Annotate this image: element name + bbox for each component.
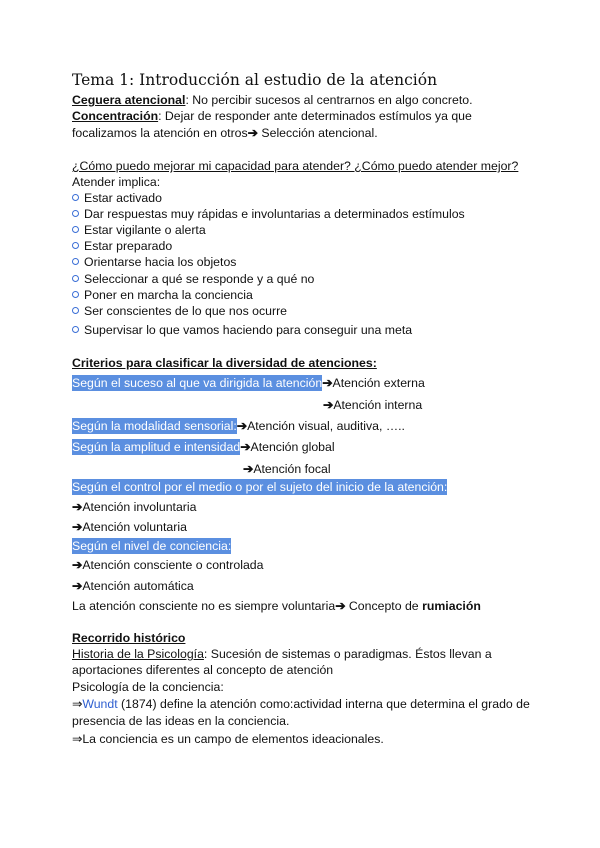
list-item-text: Supervisar lo que vamos haciendo para conseguir una meta: [84, 323, 413, 337]
note-text: La atención consciente no es siempre voluntaria: [72, 599, 336, 613]
historia-term: Historia de la Psicología: [72, 647, 204, 661]
list-item-text: Dar respuestas muy rápidas e involuntarias a determinados estímulos: [84, 207, 465, 221]
arrow-icon: ➔: [247, 126, 258, 140]
page-title: Tema 1: Introducción al estudio de la atención: [72, 71, 438, 89]
conciencia-text: La conciencia es un campo de elementos ideacionales.: [82, 732, 384, 746]
highlight-modalidad: Según la modalidad sensorial:: [72, 419, 237, 433]
highlight-suceso: Según el suceso al que va dirigida la atención: [72, 376, 323, 390]
bullet-icon: [72, 242, 79, 249]
wundt-line: [72, 697, 530, 712]
criterio-modalidad: [72, 419, 405, 434]
list-item-text: Poner en marcha la conciencia: [84, 288, 253, 302]
bullet-icon: [72, 194, 79, 201]
ceguera-term: Ceguera atencional: [72, 93, 186, 107]
wundt-text: (1874) define la atención como:actividad interna que determina el grado de: [117, 697, 530, 711]
wundt-link[interactable]: Wundt: [82, 697, 118, 711]
atencion-involuntaria: Atención involuntaria: [82, 500, 197, 514]
double-arrow-icon: ⇒: [72, 697, 83, 711]
list-item-text: Estar preparado: [84, 239, 173, 253]
atencion-automatica: Atención automática: [82, 579, 194, 593]
bullet-icon: [72, 258, 79, 265]
rumiacion-term: rumiación: [422, 599, 481, 613]
atencion-interna: Atención interna: [333, 398, 423, 412]
list-item-text: Estar vigilante o alerta: [84, 223, 206, 237]
bullet-icon: [72, 307, 79, 314]
question-line: ¿Cómo puedo mejorar mi capacidad para atender? ¿Cómo puedo atender mejor?: [72, 159, 519, 173]
list-item: [72, 323, 412, 338]
atencion-focal: Atención focal: [253, 462, 331, 476]
wundt-line-2: presencia de las ideas en la conciencia.: [72, 714, 290, 728]
highlight-nivel: Según el nivel de conciencia:: [72, 539, 232, 553]
arrow-icon: ➔: [72, 500, 83, 514]
highlight-control: Según el control por el medio o por el sujeto del inicio de la atención:: [72, 480, 448, 494]
list-item: [72, 288, 253, 303]
bullet-icon: [72, 326, 79, 333]
criterio-nivel: [72, 539, 231, 554]
arrow-icon: ➔: [243, 462, 254, 476]
psicologia-line: Psicología de la conciencia:: [72, 680, 224, 694]
concentracion-text-2: focalizamos la atención en otros: [72, 126, 248, 140]
list-item: [72, 207, 465, 222]
concentracion-line: [72, 109, 472, 124]
list-item: [72, 191, 162, 206]
atencion-consciente: Atención consciente o controlada: [82, 558, 264, 572]
seleccion-atencional: Selección atencional.: [257, 126, 378, 140]
criterio-suceso: [72, 376, 425, 391]
control-b: [72, 520, 187, 535]
control-a: [72, 500, 196, 515]
list-item: [72, 239, 172, 254]
bullet-icon: [72, 226, 79, 233]
atencion-voluntaria: Atención voluntaria: [82, 520, 187, 534]
concentracion-term: Concentración: [72, 109, 159, 123]
criterios-heading: Criterios para clasificar la diversidad de atenciones:: [72, 356, 377, 370]
arrow-icon: ➔: [322, 376, 333, 390]
arrow-icon: ➔: [335, 599, 346, 613]
list-item: [72, 255, 236, 270]
list-item-text: Estar activado: [84, 191, 162, 205]
bullet-icon: [72, 210, 79, 217]
conciencia-line: [72, 732, 384, 747]
list-item-text: Orientarse hacia los objetos: [84, 255, 237, 269]
note-mid: Concepto de: [345, 599, 423, 613]
arrow-icon: ➔: [236, 419, 248, 433]
arrow-icon: ➔: [72, 579, 83, 593]
concentracion-text: : Dejar de responder ante determinados estímulos ya que: [158, 109, 472, 123]
atencion-externa: Atención externa: [332, 376, 425, 390]
criterio-amplitud-b: [243, 462, 331, 477]
arrow-icon: ➔: [72, 520, 83, 534]
nivel-a: [72, 558, 263, 573]
atencion-visual: Atención visual, auditiva, …..: [247, 419, 405, 433]
historia-line-2: aportaciones diferentes al concepto de atención: [72, 663, 334, 677]
list-item: [72, 272, 314, 287]
criterio-control: [72, 480, 447, 495]
historia-text: : Sucesión de sistemas o paradigmas. Éstos llevan a: [203, 647, 492, 661]
bullet-icon: [72, 291, 79, 298]
list-item: [72, 223, 206, 238]
double-arrow-icon: ⇒: [72, 732, 83, 746]
nivel-b: [72, 579, 194, 594]
recorrido-heading: Recorrido histórico: [72, 631, 186, 645]
arrow-icon: ➔: [323, 398, 334, 412]
atencion-global: Atención global: [250, 440, 335, 454]
atender-intro: Atender implica:: [72, 175, 161, 189]
highlight-amplitud: Según la amplitud e intensidad: [72, 440, 241, 454]
historia-line: [72, 647, 492, 662]
ceguera-text: : No percibir sucesos al centrarnos en algo concreto.: [185, 93, 473, 107]
arrow-icon: ➔: [72, 558, 83, 572]
concentracion-line-2: [72, 126, 378, 141]
list-item: [72, 304, 287, 319]
list-item-text: Seleccionar a qué se responde y a qué no: [84, 272, 315, 286]
bullet-icon: [72, 275, 79, 282]
criterio-suceso-b: [323, 398, 422, 413]
rumiacion-note: [72, 599, 481, 614]
criterio-amplitud: [72, 440, 335, 455]
list-item-text: Ser conscientes de lo que nos ocurre: [84, 304, 288, 318]
ceguera-line: [72, 93, 473, 108]
arrow-icon: ➔: [240, 440, 251, 454]
